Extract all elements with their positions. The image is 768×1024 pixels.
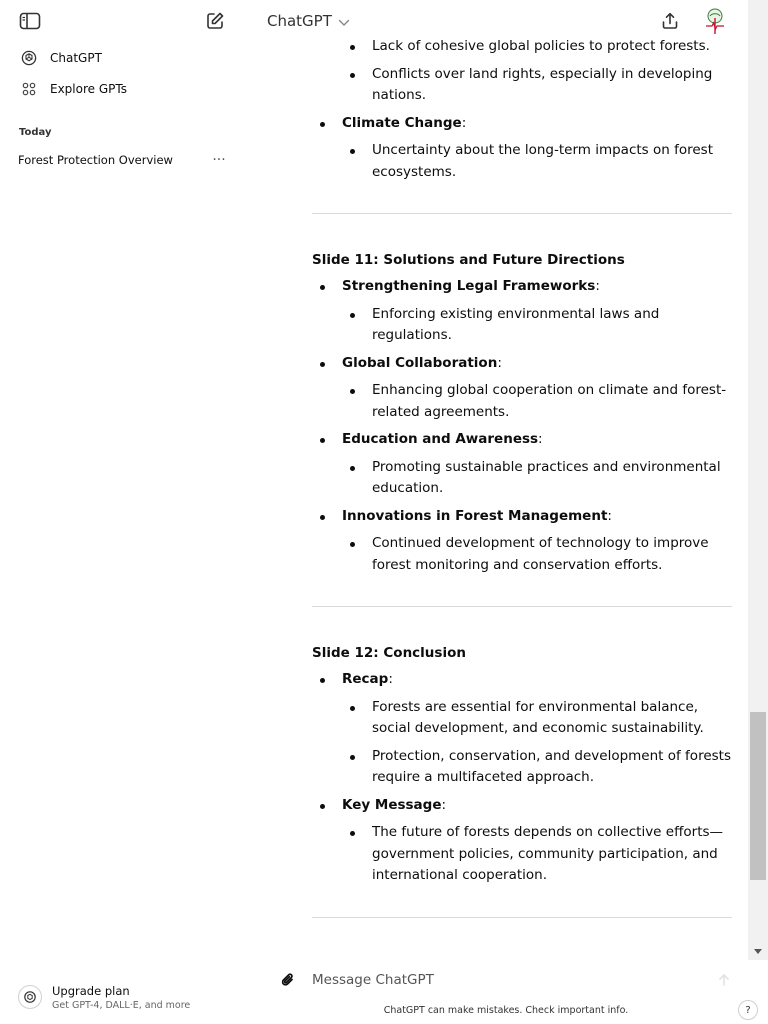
list-item: Continued development of technology to improve forest monitoring and conservation efforts. bbox=[312, 533, 732, 576]
scrollbar-thumb[interactable] bbox=[750, 712, 766, 880]
model-name: ChatGPT bbox=[267, 12, 332, 30]
slide-title: Slide 12: Conclusion bbox=[312, 645, 466, 661]
list-item-heading bbox=[312, 795, 732, 817]
sidebar-header bbox=[0, 0, 240, 42]
list-item: Lack of cohesive global policies to protect forests. bbox=[312, 36, 732, 58]
slide-title: Slide 11: Solutions and Future Directions bbox=[312, 252, 625, 268]
scroll-down-arrow-icon[interactable] bbox=[752, 946, 764, 956]
sidebar-item-chatgpt[interactable] bbox=[10, 44, 232, 72]
list-item-bold: Strengthening Legal Frameworks bbox=[342, 278, 596, 294]
list-item: The future of forests depends on collective efforts—government policies, community participation, and international cooperation. bbox=[312, 822, 732, 887]
list-item: Uncertainty about the long-term impacts on forest ecosystems. bbox=[312, 140, 732, 183]
list-item-bold: Recap bbox=[342, 671, 389, 687]
list-item-heading bbox=[312, 506, 732, 528]
composer bbox=[270, 962, 748, 998]
divider bbox=[312, 213, 732, 214]
divider bbox=[312, 606, 732, 607]
conversation-title: Forest Protection Overview bbox=[18, 153, 173, 167]
upgrade-plan-button[interactable] bbox=[10, 978, 232, 1016]
upgrade-title: Upgrade plan bbox=[52, 983, 130, 998]
list-item-bold: Climate Change bbox=[342, 114, 462, 131]
list-item-bold: Education and Awareness bbox=[342, 431, 539, 447]
list-item-suffix: : bbox=[497, 354, 502, 371]
list-item: Enforcing existing environmental laws and regulations. bbox=[312, 304, 732, 347]
upgrade-icon bbox=[18, 985, 42, 1009]
list-item-heading bbox=[312, 276, 732, 298]
list-item-bold: Innovations in Forest Management bbox=[342, 507, 608, 524]
sidebar-item-label: Explore GPTs bbox=[50, 82, 127, 96]
sidebar-item-explore-gpts[interactable] bbox=[10, 75, 232, 103]
new-chat-icon[interactable] bbox=[203, 10, 227, 32]
list-item-bold: Key Message bbox=[342, 796, 442, 813]
list-item: Forests are essential for environmental balance, social development, and economic sustainability. bbox=[312, 697, 732, 740]
sidebar bbox=[0, 0, 240, 1024]
assistant-message bbox=[312, 36, 732, 955]
list-item: Conflicts over land rights, especially in developing nations. bbox=[312, 64, 732, 107]
list-item-heading bbox=[312, 353, 732, 375]
list-item: Protection, conservation, and development of forests require a multifaceted approach. bbox=[312, 746, 732, 789]
upgrade-text bbox=[52, 984, 190, 1011]
grid-icon bbox=[20, 80, 38, 98]
sidebar-item-label: ChatGPT bbox=[50, 51, 102, 65]
message-input[interactable] bbox=[306, 972, 710, 988]
list-item: Promoting sustainable practices and environmental education. bbox=[312, 457, 732, 500]
list-item-suffix: : bbox=[595, 278, 600, 294]
sidebar-toggle-icon[interactable] bbox=[18, 10, 42, 32]
upgrade-subtitle: Get GPT-4, DALL·E, and more bbox=[52, 999, 191, 1011]
message-content bbox=[312, 0, 732, 955]
list-item-suffix: : bbox=[538, 431, 543, 447]
list-item-suffix: : bbox=[388, 671, 393, 687]
list-item-suffix: : bbox=[607, 507, 612, 524]
chatgpt-logo-icon bbox=[20, 49, 38, 67]
conversation-item[interactable] bbox=[10, 148, 232, 172]
disclaimer: ChatGPT can make mistakes. Check important info. bbox=[383, 1005, 629, 1016]
list-item-heading bbox=[312, 669, 732, 691]
send-arrow-icon[interactable] bbox=[710, 966, 738, 994]
more-options-icon[interactable]: ··· bbox=[212, 152, 226, 168]
sidebar-nav bbox=[10, 44, 232, 106]
help-button[interactable]: ? bbox=[738, 1000, 758, 1020]
list-item: Enhancing global cooperation on climate and forest-related agreements. bbox=[312, 380, 732, 423]
list-item-heading bbox=[312, 429, 732, 451]
paperclip-icon[interactable] bbox=[270, 962, 306, 998]
divider bbox=[312, 917, 732, 918]
list-item-suffix: : bbox=[461, 114, 467, 131]
list-item-bold: Global Collaboration bbox=[342, 354, 498, 371]
list-item-heading bbox=[312, 113, 732, 135]
sidebar-section-today: Today bbox=[19, 127, 52, 138]
list-item-suffix: : bbox=[441, 796, 447, 813]
